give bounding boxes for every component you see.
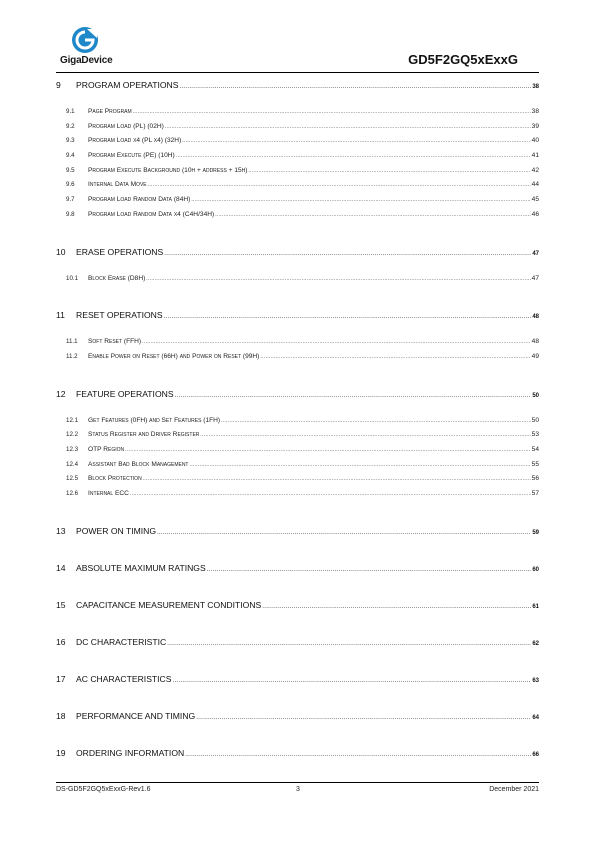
toc-label: Status Register and Driver Register bbox=[88, 431, 200, 439]
toc-section-10-1[interactable] bbox=[56, 275, 539, 290]
dot-leader bbox=[146, 276, 530, 282]
toc-page: 55 bbox=[531, 460, 539, 468]
toc-number: 12.6 bbox=[66, 490, 79, 497]
toc-page: 40 bbox=[531, 137, 539, 145]
toc-section-11-1[interactable] bbox=[56, 338, 539, 353]
toc-page: 46 bbox=[531, 210, 539, 218]
toc-label: DC CHARACTERISTIC bbox=[76, 636, 167, 647]
toc-label: Block Erase (D8H) bbox=[88, 274, 146, 282]
toc-label: FEATURE OPERATIONS bbox=[76, 388, 174, 399]
toc-label: Block Protection bbox=[88, 475, 142, 483]
toc-label: POWER ON TIMING bbox=[76, 525, 157, 536]
toc-page: 61 bbox=[532, 603, 539, 610]
toc-number: 15 bbox=[56, 599, 66, 610]
footer-date: December 2021 bbox=[489, 786, 539, 793]
toc-chapter-14[interactable] bbox=[56, 563, 539, 579]
toc-page: 39 bbox=[531, 122, 539, 130]
toc-label: Get Features (0FH) and Set Features (1FH) bbox=[88, 416, 221, 424]
toc-page: 57 bbox=[531, 490, 539, 497]
toc-label: PROGRAM OPERATIONS bbox=[76, 80, 179, 90]
toc-chapter-18[interactable] bbox=[56, 711, 539, 727]
dot-leader bbox=[215, 212, 530, 218]
dot-leader bbox=[125, 447, 531, 453]
toc-label: ABSOLUTE MAXIMUM RATINGS bbox=[76, 562, 206, 573]
toc-number: 9.4 bbox=[66, 152, 75, 160]
toc-number: 10 bbox=[56, 246, 66, 257]
toc-label: Assistant Bad Block Management bbox=[88, 460, 189, 468]
dot-leader bbox=[157, 530, 531, 536]
toc-page: 47 bbox=[531, 274, 539, 282]
toc-chapter-19[interactable] bbox=[56, 748, 539, 764]
toc-section-9-6[interactable] bbox=[56, 181, 539, 196]
toc-label: ORDERING INFORMATION bbox=[76, 747, 185, 758]
toc-number: 12.5 bbox=[66, 475, 79, 483]
toc-label: Soft Reset (FFH) bbox=[88, 338, 142, 346]
toc-number: 18 bbox=[56, 710, 66, 721]
dot-leader bbox=[130, 491, 531, 497]
toc-page: 54 bbox=[531, 445, 539, 453]
dot-leader bbox=[164, 251, 531, 257]
toc-section-11-2[interactable] bbox=[56, 353, 539, 368]
toc-section-12-4[interactable] bbox=[56, 461, 539, 476]
toc-number: 9.1 bbox=[66, 108, 75, 115]
toc-page: 64 bbox=[532, 714, 539, 721]
toc-number: 9 bbox=[56, 80, 61, 90]
toc-page: 66 bbox=[532, 751, 539, 758]
dot-leader bbox=[182, 138, 530, 144]
dot-leader bbox=[164, 314, 532, 320]
toc-page: 50 bbox=[531, 416, 539, 424]
toc-number: 12.2 bbox=[66, 431, 79, 439]
toc-label: Program Execute Background (10h + address + 15h) bbox=[88, 166, 248, 174]
toc-chapter-16[interactable] bbox=[56, 637, 539, 653]
toc-page: 59 bbox=[532, 529, 539, 536]
toc-page: 63 bbox=[532, 677, 539, 684]
toc-chapter-12[interactable] bbox=[56, 389, 539, 405]
toc-page: 47 bbox=[532, 250, 539, 257]
toc-number: 9.5 bbox=[66, 166, 75, 174]
toc-chapter-9[interactable] bbox=[56, 80, 539, 96]
toc-page: 50 bbox=[532, 392, 539, 399]
toc-page: 38 bbox=[531, 108, 539, 115]
toc-chapter-10[interactable] bbox=[56, 247, 539, 263]
toc-number: 11.2 bbox=[66, 352, 78, 360]
toc-section-12-6[interactable] bbox=[56, 490, 539, 505]
toc-number: 12.1 bbox=[66, 416, 79, 424]
toc-section-12-5[interactable] bbox=[56, 475, 539, 490]
dot-leader bbox=[185, 752, 531, 758]
table-of-contents bbox=[56, 80, 539, 764]
toc-number: 17 bbox=[56, 673, 66, 684]
toc-label: Enable Power on Reset (66H) and Power on Reset (99H) bbox=[88, 352, 260, 360]
toc-section-9-1[interactable] bbox=[56, 108, 539, 123]
dot-leader bbox=[165, 124, 531, 130]
toc-chapter-17[interactable] bbox=[56, 674, 539, 690]
dot-leader bbox=[180, 84, 532, 90]
toc-number: 9.8 bbox=[66, 210, 75, 218]
toc-page: 60 bbox=[532, 566, 539, 573]
dot-leader bbox=[176, 153, 531, 159]
toc-chapter-15[interactable] bbox=[56, 600, 539, 616]
toc-number: 12 bbox=[56, 388, 66, 399]
footer-page-number: 3 bbox=[296, 786, 300, 793]
toc-number: 9.7 bbox=[66, 196, 75, 204]
toc-label: Program Load x4 (PL x4) (32H) bbox=[88, 137, 182, 145]
toc-label: RESET OPERATIONS bbox=[76, 310, 163, 321]
footer-rule bbox=[56, 782, 539, 783]
toc-section-12-2[interactable] bbox=[56, 431, 539, 446]
toc-label: PERFORMANCE AND TIMING bbox=[76, 710, 196, 721]
dot-leader bbox=[221, 418, 531, 424]
header-rule bbox=[56, 72, 539, 73]
toc-page: 62 bbox=[532, 640, 539, 647]
dot-leader bbox=[175, 393, 532, 399]
toc-section-9-4[interactable] bbox=[56, 152, 539, 167]
toc-number: 13 bbox=[56, 525, 66, 536]
dot-leader bbox=[260, 354, 530, 360]
toc-page: 49 bbox=[531, 352, 539, 360]
toc-page: 41 bbox=[531, 152, 539, 160]
dot-leader bbox=[143, 476, 531, 482]
dot-leader bbox=[248, 168, 530, 174]
toc-number: 16 bbox=[56, 636, 66, 647]
toc-number: 12.3 bbox=[66, 445, 79, 453]
toc-label: AC CHARACTERISTICS bbox=[76, 673, 172, 684]
toc-number: 10.1 bbox=[66, 274, 79, 282]
dot-leader bbox=[167, 641, 531, 647]
toc-label: Page Program bbox=[88, 108, 132, 115]
toc-label: Program Load Random Data x4 (C4H/34H) bbox=[88, 210, 215, 218]
toc-number: 11 bbox=[56, 310, 65, 321]
dot-leader bbox=[142, 339, 531, 345]
dot-leader bbox=[191, 197, 530, 203]
dot-leader bbox=[148, 182, 531, 188]
toc-label: ERASE OPERATIONS bbox=[76, 246, 164, 257]
toc-label: Program Load Random Data (84H) bbox=[88, 196, 191, 204]
dot-leader bbox=[133, 109, 531, 115]
footer-doc-id: DS-GD5F2GQ5xExxG-Rev1.6 bbox=[56, 786, 151, 793]
dot-leader bbox=[207, 567, 532, 573]
toc-section-9-3[interactable] bbox=[56, 137, 539, 152]
toc-label: Program Load (PL) (02H) bbox=[88, 122, 164, 130]
toc-page: 38 bbox=[532, 84, 539, 90]
dot-leader bbox=[200, 432, 530, 438]
gigadevice-logo-icon bbox=[71, 26, 99, 54]
toc-label: OTP Region bbox=[88, 445, 125, 453]
toc-number: 14 bbox=[56, 562, 66, 573]
toc-section-12-3[interactable] bbox=[56, 446, 539, 461]
toc-page: 48 bbox=[532, 314, 539, 321]
toc-chapter-13[interactable] bbox=[56, 526, 539, 542]
toc-section-9-2[interactable] bbox=[56, 123, 539, 138]
toc-number: 9.6 bbox=[66, 181, 75, 189]
document-title: GD5F2GQ5xExxG bbox=[408, 52, 518, 67]
toc-page: 45 bbox=[531, 196, 539, 204]
toc-page: 56 bbox=[531, 475, 539, 483]
toc-number: 19 bbox=[56, 747, 66, 758]
toc-page: 48 bbox=[531, 338, 539, 346]
toc-label: Internal ECC bbox=[88, 490, 129, 497]
toc-section-9-7[interactable] bbox=[56, 196, 539, 211]
toc-section-12-1[interactable] bbox=[56, 417, 539, 432]
toc-number: 11.1 bbox=[66, 338, 78, 346]
toc-label: CAPACITANCE MEASUREMENT CONDITIONS bbox=[76, 599, 262, 610]
toc-chapter-11[interactable] bbox=[56, 310, 539, 326]
gigadevice-logo bbox=[60, 26, 120, 68]
toc-number: 9.2 bbox=[66, 122, 75, 130]
dot-leader bbox=[190, 462, 531, 468]
toc-number: 12.4 bbox=[66, 460, 79, 468]
dot-leader bbox=[196, 715, 531, 721]
logo-text: GigaDevice bbox=[60, 55, 113, 66]
dot-leader bbox=[173, 678, 532, 684]
toc-number: 9.3 bbox=[66, 137, 75, 145]
toc-section-9-8[interactable] bbox=[56, 211, 539, 226]
dot-leader bbox=[262, 604, 531, 610]
toc-page: 53 bbox=[531, 431, 539, 439]
toc-page: 42 bbox=[531, 166, 539, 174]
toc-label: Program Execute (PE) (10H) bbox=[88, 152, 175, 160]
toc-section-9-5[interactable] bbox=[56, 167, 539, 182]
toc-page: 44 bbox=[531, 181, 539, 189]
toc-label: Internal Data Move bbox=[88, 181, 147, 189]
